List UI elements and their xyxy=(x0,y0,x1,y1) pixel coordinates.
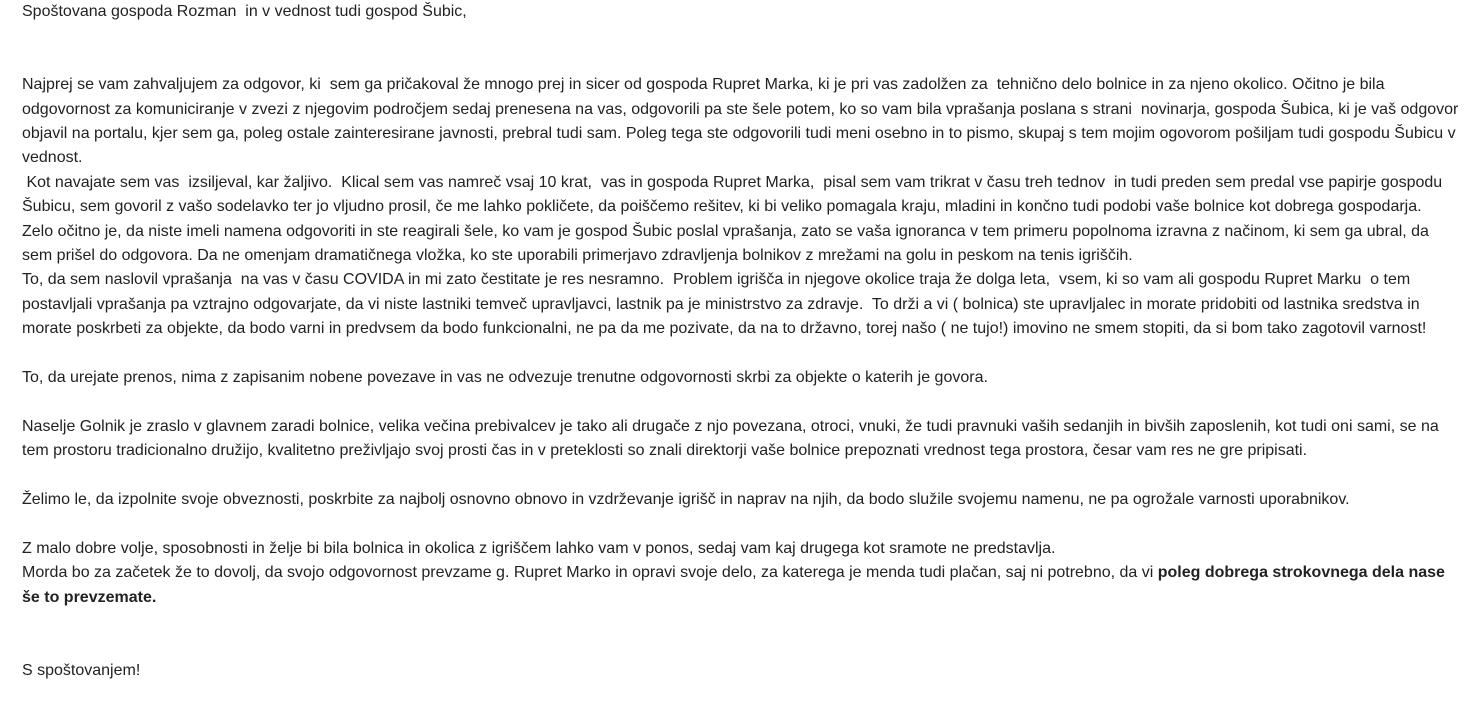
paragraph-golnik: Naselje Golnik je zraslo v glavnem zaradi bolnice, velika večina prebivalcev je tako ali drugače z njo povezana, otroci, vnuki, že tudi pravnuki vaših sedanjih in bivših zaposlenih, kot tudi oni sami, se na tem prostoru tradicionalno družijo, kvalitetno preživljajo svoj prosti čas in v preteklosti so znali direktorji vaše bolnice prepoznati vrednost tega prostora, česar vam res ne gre pripisati. xyxy=(22,417,1444,460)
blank-line xyxy=(22,342,1462,366)
paragraph-goodwill: Z malo dobre volje, sposobnosti in želje bi bila bolnica in okolica z igriščem lahko vam v ponos, sedaj vam kaj drugega kot sramote ne predstavlja. xyxy=(22,539,1056,557)
paragraph-ignorance: Zelo očitno je, da niste imeli namena odgovoriti in ste reagirali šele, ko vam je gospod Šubic poslal vprašanja, zato se vaša ignoranca v tem primeru popolnoma izravna z načinom, ki sem ga ubral, da sem prišel do odgovora. Da ne omenjam dramatičnega vložka, ko ste uporabili primerjavo zdravljenja bolnikov z mrežami na golu in peskom na tenis igriščih. xyxy=(22,222,1434,265)
paragraph-blackmail: Kot navajate sem vas izsiljeval, kar žaljivo. Klical sem vas namreč vsaj 10 krat, vas in gospoda Rupret Marka, pisal sem vam trikrat v času treh tednov in tudi preden sem predal vse papirje gospodu Šubicu, sem govoril z vašo sodelavko ter jo vljudno prosil, če me lahko pokličete, da poiščemo rešitev, ki bi veliko pomagala kraju, mladini in končno tudi podobi vaše bolnice kot dobrega gospodarja. xyxy=(22,173,1447,216)
closing: S spoštovanjem! xyxy=(22,661,141,679)
final-text: Morda bo za začetek že to dovolj, da svojo odgovornost prevzame g. Rupret Marko in opravi svoje delo, za katerega je menda tudi plačan, saj ni potrebno, da vi xyxy=(22,564,1158,582)
blank-line xyxy=(22,24,1462,73)
blank-line xyxy=(22,610,1462,659)
paragraph-wish: Želimo le, da izpolnite svoje obveznosti, poskrbite za najbolj osnovno obnovo in vzdrževanje igrišč in naprav na njih, da bodo služile svojemu namenu, ne pa ogrožale varnosti uporabnikov. xyxy=(22,491,1350,509)
blank-line xyxy=(22,512,1462,536)
blank-line xyxy=(22,464,1462,488)
final-bold-text: poleg dobrega strokovnega dela nase še to prevzemate. xyxy=(22,564,1450,606)
letter-body xyxy=(22,0,1462,683)
paragraph-final xyxy=(22,561,1462,610)
paragraph-thanks: Najprej se vam zahvaljujem za odgovor, ki sem ga pričakoval že mnogo prej in sicer od gospoda Rupret Marka, ki je pri vas zadolžen za tehnično delo bolnice in za njeno okolico. Očitno je bila odgovornost za komuniciranje v zvezi z njegovim področjem sedaj prenesena na vas, odgovorili pa ste šele potem, ko so vam bila vprašanja poslana s strani novinarja, gospoda Šubica, ki je vaš odgovor objavil na portalu, kjer sem ga, poleg ostale zainteresirane javnosti, prebral tudi sam. Poleg tega ste odgovorili tudi meni osebno in to pismo, skupaj s tem mojim ogovorom pošiljam tudi gospodu Šubicu v vednost. xyxy=(22,76,1463,167)
blank-line xyxy=(22,390,1462,414)
greeting: Spoštovana gospoda Rozman in v vednost tudi gospod Šubic, xyxy=(22,3,467,20)
paragraph-transfer: To, da urejate prenos, nima z zapisanim nobene povezave in vas ne odvezuje trenutne odgovornosti skrbi za objekte o katerih je govora. xyxy=(22,369,988,387)
paragraph-covid: To, da sem naslovil vprašanja na vas v času COVIDA in mi zato čestitate je res nesramno. Problem igrišča in njegove okolice traja že dolga leta, vsem, ki so vam ali gospodu Rupret Marku o tem postavljali vprašanja pa vztrajno odgovarjate, da vi niste lastniki temveč upravljavci, lastnik pa je ministrstvo za zdravje. To drži a vi ( bolnica) ste upravljalec in morate pridobiti od lastnika sredstva in morate poskrbeti za objekte, da bodo varni in predvsem da bodo funkcionalni, ne pa da me pozivate, da na to državno, torej našo ( ne tujo!) imovino ne smem stopiti, da si bom tako zagotovil varnost! xyxy=(22,271,1427,338)
